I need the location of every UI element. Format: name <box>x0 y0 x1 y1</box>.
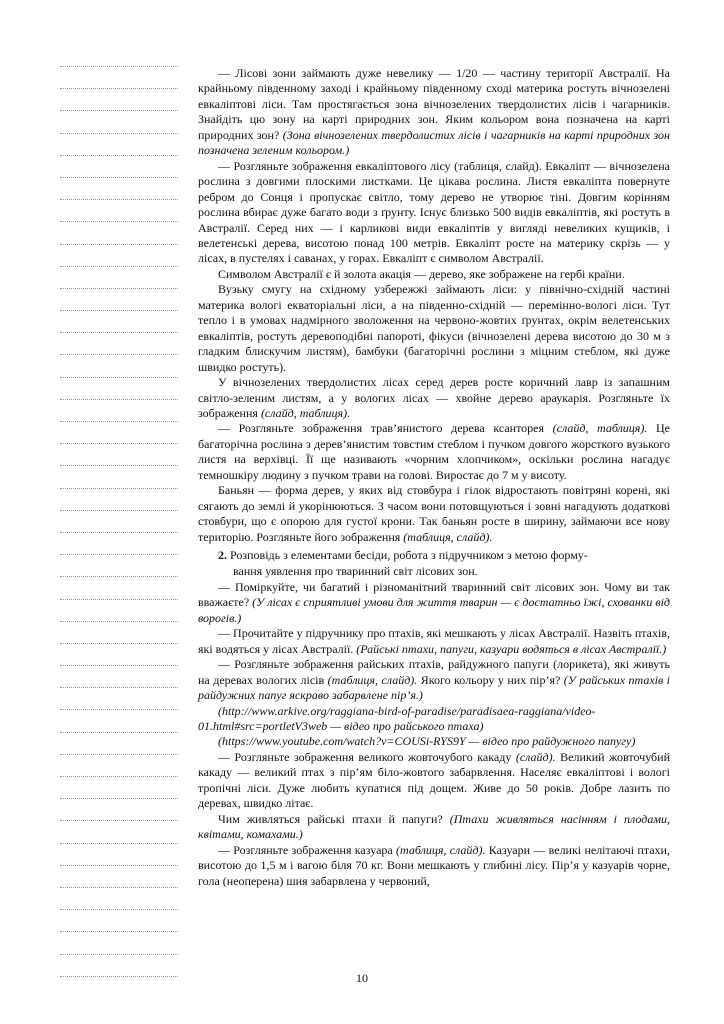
margin-line <box>60 909 178 910</box>
text: Великий жовточубий какаду — великий птах з пір’ям біло-жовтого забарвлення. Населяє евкаліптові і вологі тропічні ліси. Дуже любить купатися під дощем. Живе до 50 років. Добре лазить по деревах, швидко літає. <box>198 749 670 811</box>
paragraph <box>198 66 670 159</box>
margin-line <box>60 288 178 289</box>
paragraph <box>198 267 670 282</box>
italic-text: (слайд, таблиця). <box>552 421 648 436</box>
paragraph <box>198 734 670 749</box>
text: Чим живляться райські птахи й папуги? <box>218 811 450 826</box>
text: У вічнозелених твердолистих лісах серед дерев росте коричний лавр із запашним світло-зеленим листям, а у вологих лісах — хвойне дерево араукарія. Розгляньте їх зображення <box>198 375 670 420</box>
text: — Поміркуйте, чи багатий і різноманітний тваринний світ лісових зон. Чому ви так вважаєте? <box>198 579 670 610</box>
margin-line <box>60 687 178 688</box>
paragraph <box>198 580 670 626</box>
text: — Розгляньте зображення казуара <box>218 842 397 857</box>
page-number: 10 <box>356 971 368 985</box>
margin-line <box>60 88 178 89</box>
italic-text: (таблиця, слайд). <box>327 672 418 687</box>
text: — Прочитайте у підручнику про птахів, які мешкають у лісах Австралії. Назвіть птахів, які водяться у лісах Австралії. <box>198 626 670 656</box>
paragraph <box>198 159 670 267</box>
margin-line <box>60 421 178 422</box>
margin-line <box>60 133 178 134</box>
italic-text: (https://www.youtube.com/watch?v=COUSi-RYS9Y — відео про райдужного папугу) <box>218 734 636 749</box>
paragraph <box>198 483 670 545</box>
text: — Розгляньте зображення евкаліптового лісу (таблиця, слайд). Евкаліпт — вічнозелена рослина з довгими плоскими листками. Це цікава рослина. Листя евкаліпта повернуте ребром до Сонця і пропускає світло, тому дерево не утворює тіні. Довгим корінням рослина вбирає дуже багато води з ґрунту. Існує близько 500 видів евкаліптів, які ростуть в Австралії. Серед них — і карликові види евкаліптів у вигляді невеликих кущиків, і велетенські дерева, висотою понад 100 метрів. Евкаліпт росте на материку скрізь — у лісах, в пустелях і саванах, у горах. Евкаліпт є символом Австралії. <box>198 158 670 266</box>
margin-line <box>60 155 178 156</box>
margin-line <box>60 798 178 799</box>
section-heading <box>198 548 670 579</box>
margin-line <box>60 820 178 821</box>
margin-line <box>60 244 178 245</box>
italic-text: (таблиця, слайд). <box>403 529 493 544</box>
section-number: 2. <box>218 548 227 563</box>
margin-line <box>60 576 178 577</box>
paragraph <box>198 657 670 703</box>
margin-line <box>60 266 178 267</box>
text: Казуари — великі нелітаючі птахи, висотою до 1,5 м і вагою біля 70 кг. Вони мешкають у глибині лісу. Пір’я у казуарів чорне, гола (неоперена) шия забарвлена у червоний, <box>198 842 670 888</box>
italic-text: (Райські птахи, папуги, казуари водяться в лісах Австралії.) <box>356 641 667 656</box>
margin-line <box>60 732 178 733</box>
text: — Розгляньте зображення трав’янистого дерева ксанторея <box>218 421 553 436</box>
margin-line <box>60 665 178 666</box>
margin-line <box>60 354 178 355</box>
margin-line <box>60 488 178 489</box>
text: Символом Австралії є й золота акація — дерево, яке зображене на гербі країни. <box>218 266 625 281</box>
margin-line <box>60 177 178 178</box>
margin-line <box>60 621 178 622</box>
margin-line <box>60 443 178 444</box>
margin-line <box>60 843 178 844</box>
margin-line <box>60 754 178 755</box>
italic-text: (Птахи живляться насінням і плодами, квітами, комахами.) <box>198 811 670 842</box>
margin-line <box>60 399 178 400</box>
paragraph <box>198 421 670 483</box>
margin-line <box>60 643 178 644</box>
margin-line <box>60 887 178 888</box>
margin-line <box>60 599 178 600</box>
margin-line <box>60 199 178 200</box>
paragraph <box>198 375 670 421</box>
text: — Розгляньте зображення великого жовточубого какаду <box>218 749 516 764</box>
margin-line <box>60 310 178 311</box>
text: Якого кольору у них пір’я? <box>417 672 564 687</box>
margin-line <box>60 66 178 67</box>
margin-note-lines <box>60 66 178 998</box>
text: Це багаторічна рослина з дерев’янистим товстим стеблом і пучком довгого жорсткого вузького листя на верхівці. Її ще називають «чорним хлопчиком», оскільки рослина нагадує темношкіру людину з пучком трави на голові. Виростає до 7 м у висоту. <box>198 421 670 482</box>
section-title-continuation: вання уявлення про тваринний світ лісових зон. <box>233 563 478 578</box>
italic-text: (http://www.arkive.org/raggiana-bird-of-paradise/paradisaea-raggiana/video-01.html#src=portletV3web — відео про райського птаха) <box>198 703 596 734</box>
paragraph <box>198 704 670 735</box>
margin-line <box>60 865 178 866</box>
paragraph <box>198 282 670 375</box>
text: Вузьку смугу на східному узбережжі займають ліси: у північно-східній частині материка вологі екваторіальні ліси, а на південно-східній — перемінно-вологі ліси. Тут тепло і в умовах надмірного зволоження на червоно-жовтих ґрунтах, окрім велетенських евкаліптів, ростуть деревоподібні папороті, фікуси (вічнозелені дерева висотою до 30 м з гладким блискучим листям), бамбуки (багаторічні рослини з міцним стеблом, які дуже швидко ростуть). <box>198 282 670 374</box>
italic-text: (таблиця, слайд). <box>396 842 486 857</box>
margin-line <box>60 377 178 378</box>
margin-line <box>60 776 178 777</box>
margin-line <box>60 931 178 932</box>
text: — Розгляньте зображення райських птахів, райдужного папуги (лорикета), які живуть на деревах вологих лісів <box>198 657 670 687</box>
italic-text: (слайд). <box>515 749 556 764</box>
margin-line <box>60 110 178 111</box>
paragraph <box>198 626 670 657</box>
paragraph <box>198 843 670 889</box>
margin-line <box>60 510 178 511</box>
margin-line <box>60 709 178 710</box>
paragraph <box>198 750 670 812</box>
margin-line <box>60 954 178 955</box>
margin-line <box>60 465 178 466</box>
margin-line <box>60 332 178 333</box>
italic-text: (У лісах є сприятливі умови для життя тварин — є достатньо їжі, схованки від ворогів.) <box>198 595 670 625</box>
margin-line <box>60 532 178 533</box>
margin-line <box>60 554 178 555</box>
italic-text: (У райських птахів і райдужних папуг яскраво забарвлене пір’я.) <box>198 672 671 703</box>
text: Баньян — форма дерев, у яких від стовбура і гілок відростають повітряні корені, які сягають до землі й укорінюються. З часом вони потовщуються і зовні нагадують додаткові стовбури, що є опорою для густої крони. Так баньян росте в ширину, займаючи все нову територію. Розгляньте його зображення <box>198 483 670 544</box>
text: — Лісові зони займають дуже невелику — 1/20 — частину території Австралії. На крайньому південному заході і крайньому південному сході материка ростуть вічнозелені евкаліптові ліси. Там простягається зона вічнозелених твердолистих лісів і чагарників. Знайдіть цю зону на карті природних зон. Яким кольором вона позначена на карті природних зон? <box>198 66 670 142</box>
section-title: Розповідь з елементами бесіди, робота з підручником з метою форму- <box>230 548 588 563</box>
document-body <box>198 66 670 889</box>
italic-text: (Зона вічнозелених твердолистих лісів і чагарників на карті природних зон позначена зеленим кольором.) <box>198 127 670 158</box>
italic-text: (слайд, таблиця). <box>260 405 351 420</box>
paragraph <box>198 812 670 843</box>
margin-line <box>60 221 178 222</box>
